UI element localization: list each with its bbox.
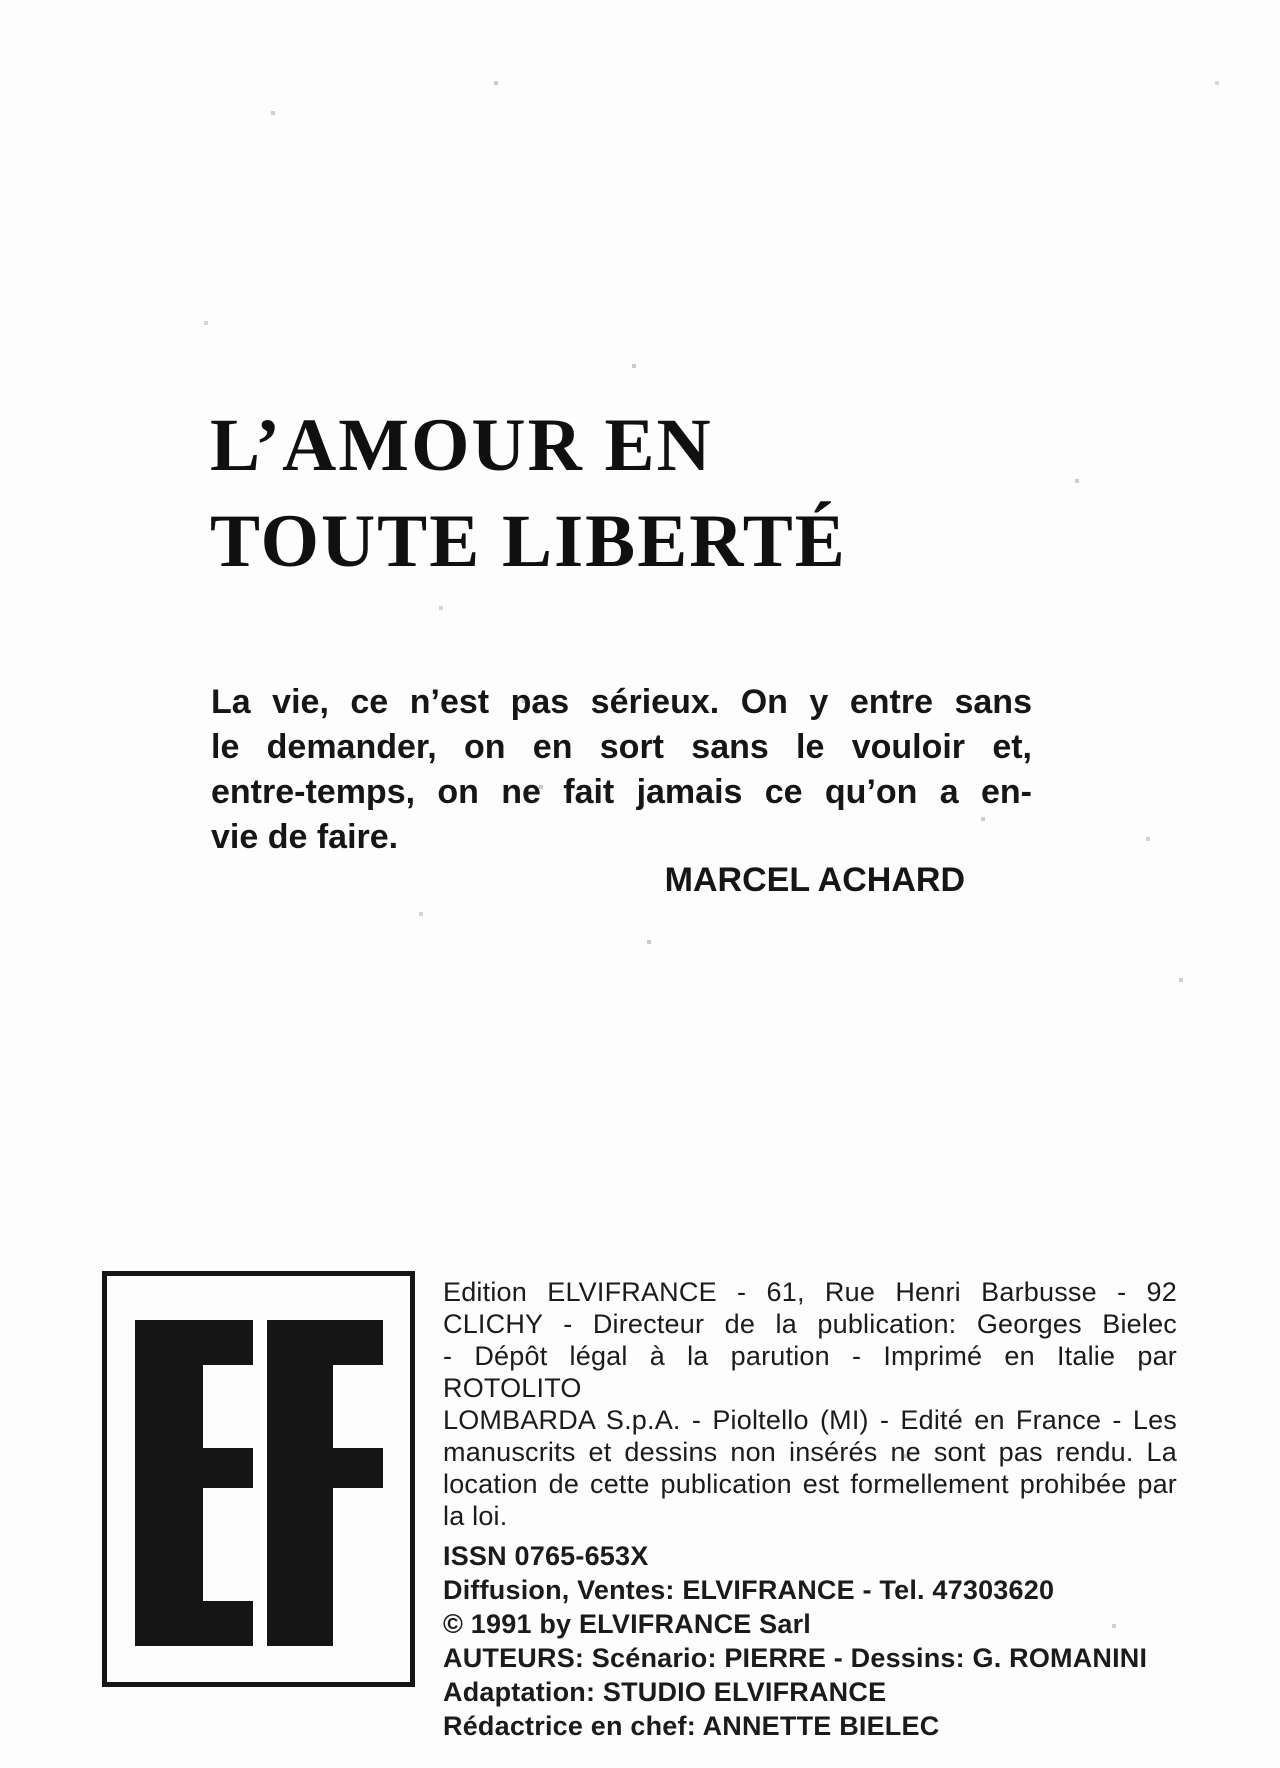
colophon-line: CLICHY - Directeur de la publication: Georges Bielec xyxy=(443,1309,1177,1339)
quote-line: le demander, on en sort sans le vouloir et, xyxy=(211,728,1032,766)
quote-attribution: MARCEL ACHARD xyxy=(664,861,965,899)
quote-line: entre-temps, on ne fait jamais ce qu’on a en- xyxy=(211,773,1032,811)
colophon xyxy=(443,1276,1177,1743)
ef-logo-icon xyxy=(107,1276,410,1682)
book-title xyxy=(210,398,1030,590)
issn-line: ISSN 0765-653X xyxy=(443,1541,649,1571)
adaptation-line: Adaptation: STUDIO ELVIFRANCE xyxy=(443,1677,887,1707)
colophon-paragraph xyxy=(443,1276,1177,1532)
scan-specks xyxy=(0,0,2,2)
colophon-line: LOMBARDA S.p.A. - Pioltello (MI) - Edité en France - Les xyxy=(443,1405,1177,1435)
book-title-line-1: L’AMOUR EN xyxy=(210,404,713,487)
copyright-line: © 1991 by ELVIFRANCE Sarl xyxy=(443,1609,812,1639)
colophon-line: - Dépôt légal à la parution - Imprimé en Italie par ROTOLITO xyxy=(443,1341,1177,1403)
colophon-line: location de cette publication est formellement prohibée par xyxy=(443,1469,1177,1499)
diffusion-line: Diffusion, Ventes: ELVIFRANCE - Tel. 47303620 xyxy=(443,1575,1055,1605)
book-title-line-2: TOUTE LIBERTÉ xyxy=(210,500,847,583)
colophon-line: manuscrits et dessins non insérés ne sont pas rendu. La xyxy=(443,1437,1177,1467)
colophon-info xyxy=(443,1540,1177,1743)
editor-line: Rédactrice en chef: ANNETTE BIELEC xyxy=(443,1711,940,1741)
authors-line: AUTEURS: Scénario: PIERRE - Dessins: G. ROMANINI xyxy=(443,1643,1148,1673)
publisher-logo-box xyxy=(102,1271,415,1687)
quote-block xyxy=(211,680,1032,860)
colophon-line: Edition ELVIFRANCE - 61, Rue Henri Barbusse - 92 xyxy=(443,1277,1177,1307)
quote-line: vie de faire. xyxy=(211,818,399,856)
quote-line: La vie, ce n’est pas sérieux. On y entre sans xyxy=(211,683,1032,721)
colophon-line: la loi. xyxy=(443,1501,508,1531)
